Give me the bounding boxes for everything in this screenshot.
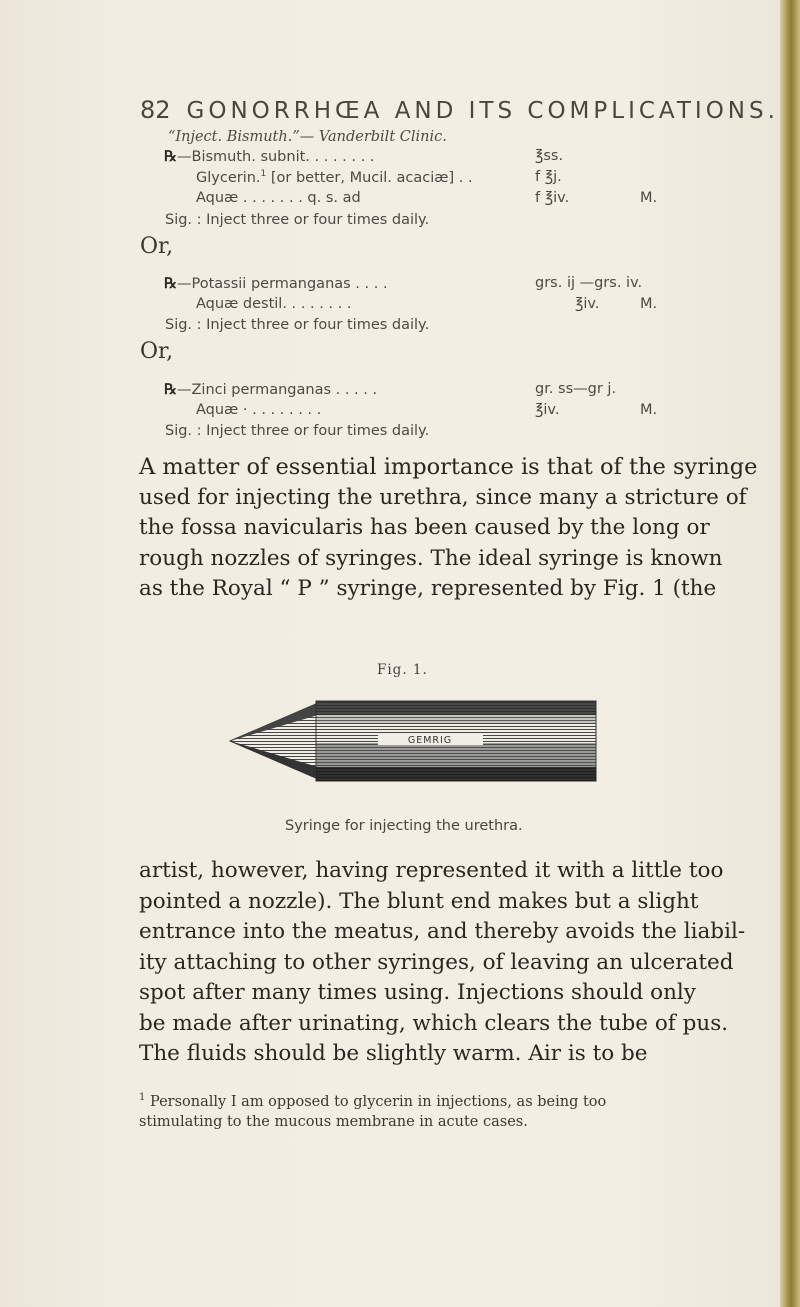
footnote-marker: 1 <box>139 1092 146 1103</box>
syringe-illustration <box>228 681 598 801</box>
prescription-2-line-1 <box>164 275 388 292</box>
prescription-3-line-1 <box>164 381 377 398</box>
prescription-3-dose-1: gr. ss—gr j. <box>535 381 617 397</box>
prescription-1-title: “Inject. Bismuth.”— Vanderbilt Clinic. <box>168 129 447 145</box>
text-line: rough nozzles of syringes. The ideal syringe is known <box>139 545 723 571</box>
prescription-1-line-3: Aquæ . . . . . . . q. s. ad <box>196 190 361 206</box>
rx-symbol: ℞ <box>164 148 177 165</box>
body-paragraph-1 <box>139 452 757 605</box>
drug-name: —Zinci permanganas . . . . . <box>177 382 378 398</box>
text-line: artist, however, having represented it with a little too <box>139 858 724 883</box>
prescription-2-line-2: Aquæ destil. . . . . . . . <box>196 296 352 312</box>
prescription-2-dose-1: grs. ij —grs. iv. <box>535 275 643 291</box>
text-line: the fossa navicularis has been caused by the long or <box>139 515 710 540</box>
footnote-text: Personally I am opposed to glycerin in injections, as being too <box>145 1093 607 1110</box>
mix-mark: M. <box>640 296 658 312</box>
text-line: spot after many times using. Injections should only <box>139 980 696 1005</box>
or-separator: Or, <box>140 339 174 364</box>
maker-engraving: GEMRIG <box>407 735 453 746</box>
prescription-1-sig: Sig. : Inject three or four times daily. <box>165 212 430 228</box>
footnote-line: stimulating to the mucous membrane in acute cases. <box>139 1113 528 1130</box>
rx-symbol: ℞ <box>164 275 177 292</box>
text-line: as the Royal “ P ” syringe, represented by Fig. 1 (the <box>139 576 717 601</box>
rx-symbol: ℞ <box>164 381 177 398</box>
running-title: GONORRHŒA AND ITS COMPLICATIONS. <box>186 98 779 124</box>
book-spine-edge <box>780 0 800 1307</box>
prescription-3-dose-2: ℥iv. <box>535 402 560 418</box>
drug-name: Glycerin. <box>196 169 261 186</box>
drug-name: —Bismuth. subnit. . . . . . . . <box>177 149 375 165</box>
footnote <box>139 1088 606 1132</box>
body-paragraph-2 <box>139 856 745 1070</box>
text-line: entrance into the meatus, and thereby avoids the liabil- <box>139 919 746 944</box>
text-line: pointed a nozzle). The blunt end makes but a slight <box>139 888 699 914</box>
footnote-line <box>139 1088 606 1112</box>
prescription-1-dose-2: f ℥j. <box>535 169 562 185</box>
page-number: 82 <box>140 96 171 124</box>
page-header <box>140 96 779 124</box>
text-line: The fluids should be slightly warm. Air is to be <box>139 1041 648 1066</box>
text-line: A matter of essential importance is that of the syringe <box>139 454 758 480</box>
text-line: be made after urinating, which clears the tube of pus. <box>139 1010 729 1036</box>
drug-note: [or better, Mucil. acaciæ] . . <box>266 169 473 186</box>
or-separator: Or, <box>140 234 174 259</box>
text-line: ity attaching to other syringes, of leaving an ulcerated <box>139 949 734 975</box>
prescription-2-dose-2: ℥iv. <box>575 296 600 312</box>
prescription-1-dose-1: ℥ss. <box>535 148 564 164</box>
footnote-ref: 1 <box>260 169 267 179</box>
text-line: used for injecting the urethra, since many a stricture of <box>139 484 747 510</box>
prescription-3-line-2: Aquæ · . . . . . . . . <box>196 402 322 418</box>
prescription-1-line-1 <box>164 148 374 165</box>
drug-name: —Potassii permanganas . . . . <box>177 276 388 292</box>
prescription-1-line-2 <box>196 169 473 186</box>
prescription-1-dose-3: f ℥iv. <box>535 190 570 206</box>
prescription-3-sig: Sig. : Inject three or four times daily. <box>165 423 430 439</box>
figure-caption: Syringe for injecting the urethra. <box>285 818 523 834</box>
figure-label: Fig. 1. <box>377 662 428 678</box>
mix-mark: M. <box>640 190 658 206</box>
mix-mark: M. <box>640 402 658 418</box>
prescription-2-sig: Sig. : Inject three or four times daily. <box>165 317 430 333</box>
